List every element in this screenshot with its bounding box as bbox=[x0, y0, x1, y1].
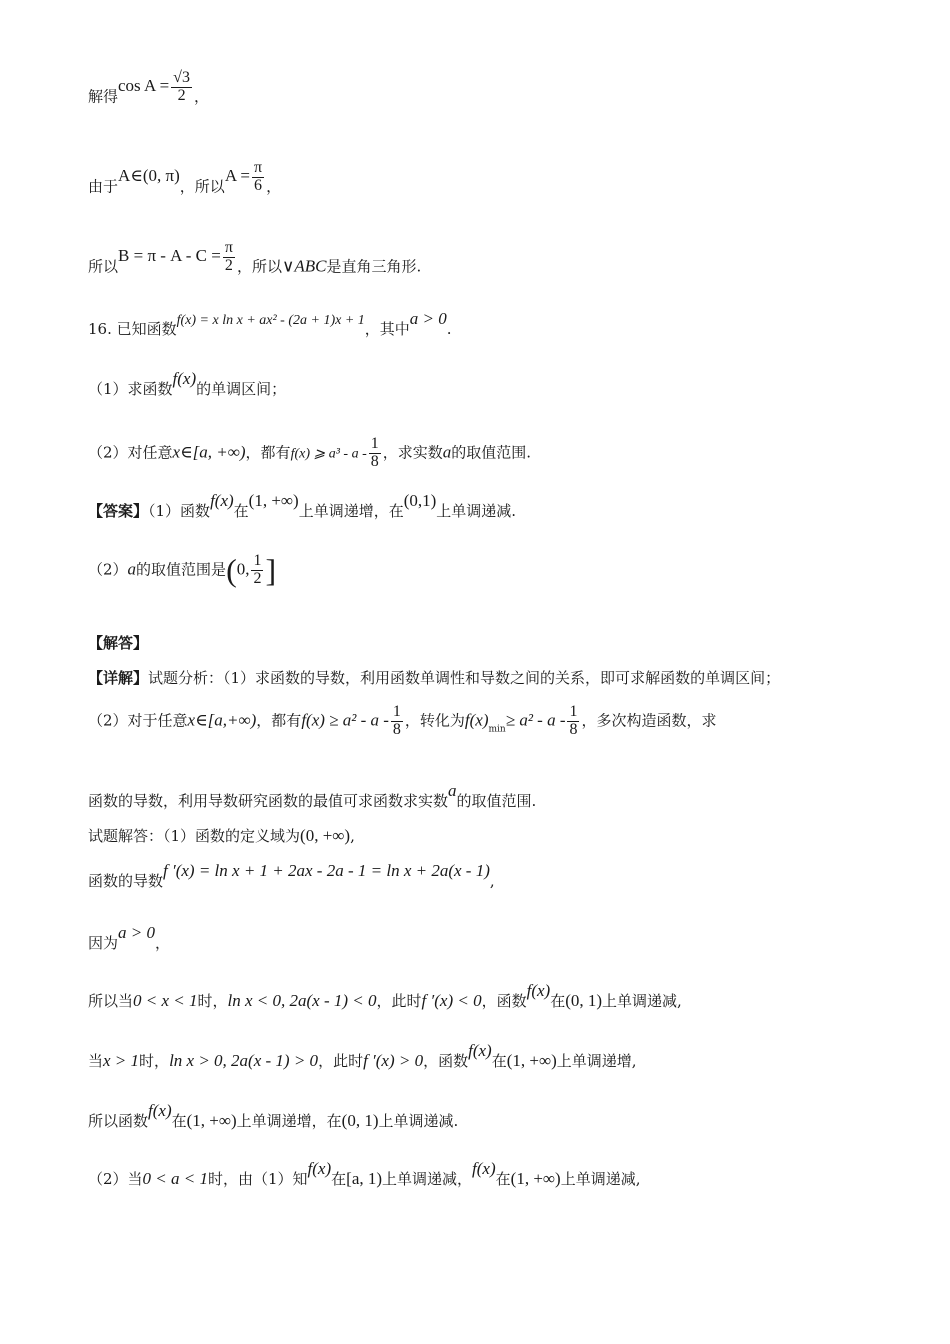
line-solve-cosA bbox=[88, 69, 209, 115]
math: a bbox=[442, 442, 452, 462]
text: （2）当 bbox=[88, 1170, 143, 1188]
text: ，所以 bbox=[179, 177, 225, 196]
text: （2）对于任意 bbox=[88, 711, 188, 730]
text: 试题解答：（1）函数的定义域为 bbox=[88, 827, 301, 845]
question-16-part2 bbox=[88, 436, 531, 471]
fraction: $\frac{1}{8}$ bbox=[569, 703, 578, 738]
detail-analysis bbox=[88, 667, 780, 688]
text: 是直角三角形. bbox=[326, 257, 422, 276]
text: 上单调递增，在 bbox=[298, 502, 404, 520]
text: 的取值范围是 bbox=[136, 560, 227, 579]
text: 由于 bbox=[88, 177, 119, 196]
math: ln x > 0, 2a(x - 1) > 0 bbox=[169, 1051, 319, 1070]
math: (0, 1) bbox=[565, 991, 603, 1010]
math: a bbox=[448, 781, 457, 800]
math: f(x) ≥ a² - a - bbox=[301, 710, 389, 730]
math: (1, +∞) bbox=[510, 1169, 561, 1188]
text: 上单调递减， bbox=[382, 1170, 473, 1188]
text: 因为 bbox=[88, 934, 119, 952]
text: . bbox=[446, 320, 452, 338]
text: , bbox=[350, 827, 355, 845]
math: [a, 1) bbox=[346, 1169, 383, 1188]
open-paren: ( bbox=[226, 552, 237, 588]
text: 上单调递减. bbox=[436, 502, 517, 520]
math: 0 < x < 1 bbox=[133, 991, 198, 1010]
math: f(x) bbox=[148, 1101, 172, 1120]
math: a > 0 bbox=[118, 923, 155, 942]
fraction: $\frac{√3}{2}$ bbox=[173, 69, 190, 104]
text: 试题分析：（1）求函数的导数，利用函数单调性和导数之间的关系，即可求解函数的单调区间； bbox=[148, 669, 781, 687]
answer-part2 bbox=[88, 552, 276, 589]
text: 在 bbox=[491, 1052, 507, 1070]
text: 上单调递增, bbox=[556, 1052, 637, 1070]
detail-label: 【详解】 bbox=[88, 669, 149, 687]
math: A = bbox=[224, 166, 250, 186]
math: (1, +∞) bbox=[506, 1051, 557, 1070]
text: 在 bbox=[331, 1170, 347, 1188]
text: ，函数 bbox=[481, 992, 527, 1010]
text: 的取值范围. bbox=[451, 443, 532, 462]
math: f ′(x) = ln x + 1 + 2ax - 2a - 1 = ln x + 2a(x - 1) bbox=[163, 861, 490, 880]
math: f ′(x) > 0 bbox=[363, 1051, 424, 1070]
text: （2）对任意 bbox=[88, 443, 173, 462]
solution-monotonic-summary bbox=[88, 1101, 459, 1131]
math: ∨ABC bbox=[281, 256, 327, 276]
text: 时， bbox=[139, 1052, 170, 1070]
math: cos A = bbox=[118, 76, 170, 96]
text: , bbox=[489, 872, 495, 890]
solution-domain bbox=[88, 825, 355, 846]
text: 上单调递减. bbox=[378, 1112, 459, 1130]
text: 的单调区间； bbox=[196, 380, 287, 398]
text: 解得 bbox=[88, 87, 119, 106]
math: x > 1 bbox=[103, 1051, 140, 1070]
text: （2） bbox=[88, 560, 128, 579]
math: 0, bbox=[236, 559, 250, 579]
math: (0, +∞) bbox=[300, 826, 351, 845]
math: (0, 1) bbox=[341, 1111, 379, 1130]
math: f(x) bbox=[307, 1159, 332, 1178]
subscript: min bbox=[488, 724, 506, 735]
question-16-part1 bbox=[88, 369, 287, 399]
text: （1）函数 bbox=[148, 502, 211, 520]
fraction: $\frac{1}{2}$ bbox=[253, 552, 262, 587]
solution-a-positive bbox=[88, 923, 171, 953]
solution-case-lt1 bbox=[88, 981, 682, 1011]
section-jieda: 【解答】 bbox=[88, 634, 149, 652]
math: (1, +∞) bbox=[186, 1111, 237, 1130]
text: （1）求函数 bbox=[88, 380, 173, 398]
math: B = π - A - C = bbox=[118, 246, 221, 266]
text: ，多次构造函数，求 bbox=[581, 711, 717, 730]
line-right-triangle bbox=[88, 239, 422, 285]
text: 所以函数 bbox=[88, 1112, 149, 1130]
math: f(x) bbox=[468, 1041, 492, 1060]
text: 当 bbox=[88, 1052, 104, 1070]
text: 函数的导数，利用导数研究函数的最值可求函数求实数 bbox=[88, 792, 449, 810]
answer-label: 【答案】 bbox=[88, 502, 149, 520]
solution-case-gt1 bbox=[88, 1041, 637, 1071]
fraction: $\frac{1}{8}$ bbox=[392, 703, 401, 738]
math: f(x) bbox=[172, 369, 197, 388]
math: ln x < 0, 2a(x - 1) < 0 bbox=[227, 991, 377, 1010]
solution-derivative bbox=[88, 861, 495, 891]
text: ，函数 bbox=[423, 1052, 469, 1070]
math: A∈(0, π) bbox=[118, 166, 180, 186]
math: (1, +∞) bbox=[248, 491, 299, 510]
math: a bbox=[127, 559, 137, 579]
detail-part3 bbox=[88, 781, 537, 811]
text: 时，由（1）知 bbox=[208, 1170, 308, 1188]
text: 所以当 bbox=[88, 992, 134, 1010]
text: 时， bbox=[197, 992, 228, 1010]
text: ，此时 bbox=[376, 992, 422, 1010]
text: ，所以 bbox=[236, 257, 282, 276]
text: 的取值范围. bbox=[456, 792, 537, 810]
text: ，都有 bbox=[245, 443, 291, 462]
text: ，求实数 bbox=[382, 443, 443, 462]
close-bracket: ] bbox=[265, 552, 277, 588]
text: 上单调递减, bbox=[560, 1170, 641, 1188]
math: f ′(x) < 0 bbox=[421, 991, 482, 1010]
text: 上单调递减, bbox=[602, 992, 682, 1010]
math: f(x) bbox=[472, 1159, 496, 1178]
math: a > 0 bbox=[409, 309, 447, 328]
solution-part2-case bbox=[88, 1159, 641, 1189]
text: ，转化为 bbox=[404, 711, 465, 730]
text: 函数的导数 bbox=[88, 872, 164, 890]
text: 16. 已知函数 bbox=[88, 320, 177, 338]
math: x∈[a,+∞) bbox=[187, 710, 257, 730]
math: x∈[a, +∞) bbox=[172, 442, 246, 462]
math: f(x) bbox=[464, 710, 489, 730]
line-angle-A bbox=[88, 159, 282, 205]
text: ，其中 bbox=[364, 320, 410, 338]
math: f(x) = x ln x + ax² - (2a + 1)x + 1 bbox=[176, 313, 365, 328]
text: 在 bbox=[171, 1112, 187, 1130]
math: (0,1) bbox=[403, 491, 437, 510]
answer-part1 bbox=[88, 491, 517, 521]
math: ≥ a² - a - bbox=[505, 710, 566, 730]
text: ，都有 bbox=[256, 711, 302, 730]
text: 在 bbox=[550, 992, 566, 1010]
fraction: $\frac{\pi}{2}$ bbox=[224, 239, 233, 274]
math: f(x) bbox=[210, 491, 234, 510]
detail-part2 bbox=[88, 704, 717, 739]
math: 0 < a < 1 bbox=[142, 1169, 208, 1188]
text: 在 bbox=[233, 502, 249, 520]
text: ， bbox=[193, 87, 209, 106]
math: f(x) ⩾ a³ - a - bbox=[290, 446, 367, 462]
text: 上单调递增，在 bbox=[236, 1112, 342, 1130]
question-16 bbox=[88, 309, 452, 339]
text: 所以 bbox=[88, 257, 119, 276]
fraction: $\frac{1}{8}$ bbox=[370, 435, 379, 470]
math: f(x) bbox=[526, 981, 551, 1000]
text: 在 bbox=[495, 1170, 511, 1188]
text: ， bbox=[155, 934, 171, 952]
text: ， bbox=[266, 177, 282, 196]
fraction: $\frac{\pi}{6}$ bbox=[254, 159, 263, 194]
text: ，此时 bbox=[318, 1052, 364, 1070]
